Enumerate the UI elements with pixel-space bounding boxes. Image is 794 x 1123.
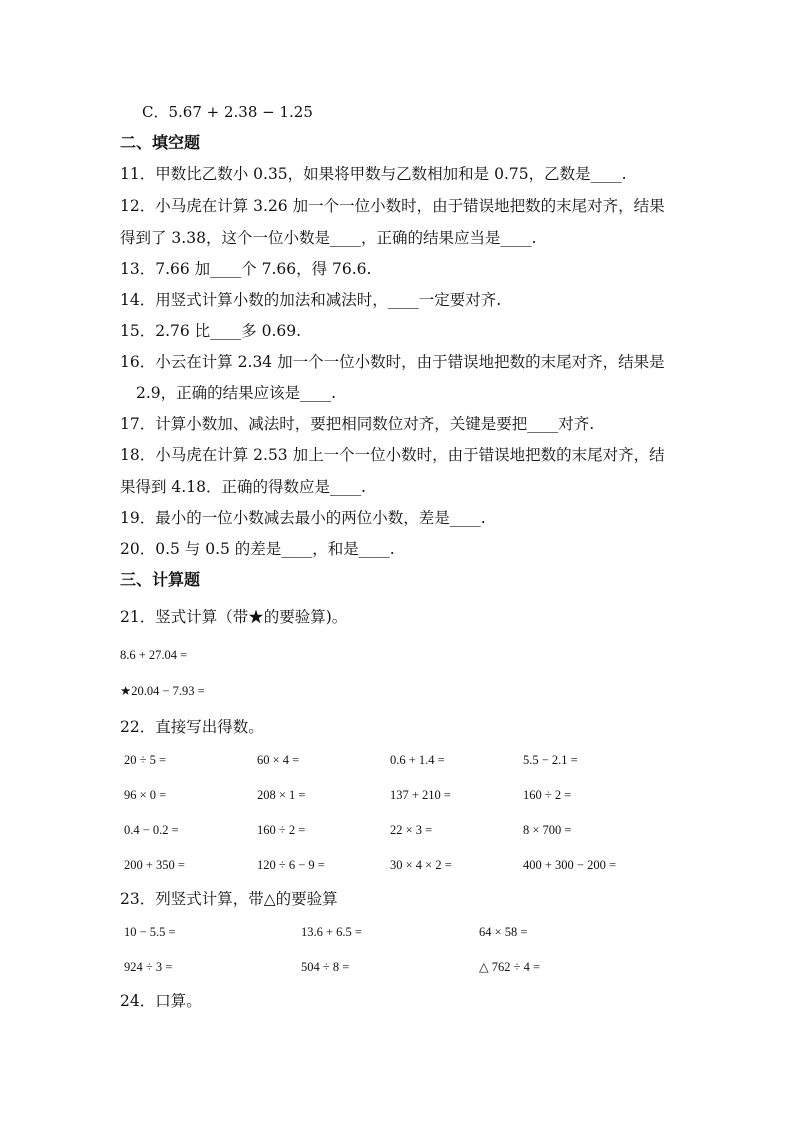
q22-r3c4: 8 × 700 =: [523, 823, 572, 837]
q21-item-2: ★20.04 − 7.93 =: [120, 684, 205, 698]
q23-r2c2: 504 ÷ 8 =: [301, 960, 350, 974]
question-21-title: 21．竖式计算（带★的要验算)。: [120, 608, 348, 626]
question-22-title: 22．直接写出得数。: [120, 718, 264, 736]
q23-r1c3: 64 × 58 =: [479, 925, 528, 939]
question-11: 11．甲数比乙数小 0.35，如果将甲数与乙数相加和是 0.75，乙数是____.: [120, 165, 627, 183]
q22-r4c3: 30 × 4 × 2 =: [390, 858, 452, 872]
q22-r2c2: 208 × 1 =: [257, 788, 306, 802]
q22-r3c3: 22 × 3 =: [390, 823, 433, 837]
q23-r1c2: 13.6 + 6.5 =: [301, 925, 362, 939]
section-3-title: 三、计算题: [120, 570, 201, 589]
q22-r2c3: 137 + 210 =: [390, 788, 451, 802]
question-12-line-2: 得到了 3.38，这个一位小数是____，正确的结果应当是____.: [120, 229, 537, 247]
question-24-title: 24．口算。: [120, 992, 202, 1010]
q22-r1c1: 20 ÷ 5 =: [124, 753, 167, 767]
question-18-line-1: 18．小马虎在计算 2.53 加上一个一位小数时，由于错误地把数的末尾对齐，结: [120, 446, 665, 464]
option-c: C．5.67 + 2.38 − 1.25: [142, 103, 313, 121]
q22-r1c2: 60 × 4 =: [257, 753, 300, 767]
q23-r2c3: △ 762 ÷ 4 =: [479, 960, 541, 974]
question-13: 13．7.66 加____个 7.66，得 76.6.: [120, 260, 372, 278]
q22-r1c4: 5.5 − 2.1 =: [523, 753, 578, 767]
question-20: 20．0.5 与 0.5 的差是____，和是____.: [120, 540, 395, 558]
q22-r2c4: 160 ÷ 2 =: [523, 788, 572, 802]
q22-r2c1: 96 × 0 =: [124, 788, 167, 802]
q22-r4c2: 120 ÷ 6 − 9 =: [257, 858, 325, 872]
question-15: 15．2.76 比____多 0.69.: [120, 322, 302, 340]
q22-r1c3: 0.6 + 1.4 =: [390, 753, 445, 767]
q22-r4c4: 400 + 300 − 200 =: [523, 858, 617, 872]
question-16-line-2: 2.9，正确的结果应该是____.: [136, 384, 337, 402]
q21-item-1: 8.6 + 27.04 =: [120, 648, 188, 662]
question-14: 14．用竖式计算小数的加法和减法时，____一定要对齐.: [120, 291, 502, 309]
question-12-line-1: 12．小马虎在计算 3.26 加一个一位小数时，由于错误地把数的末尾对齐，结果: [120, 197, 665, 215]
section-2-title: 二、填空题: [120, 133, 201, 152]
q22-r3c1: 0.4 − 0.2 =: [124, 823, 179, 837]
question-16-line-1: 16．小云在计算 2.34 加一个一位小数时，由于错误地把数的末尾对齐，结果是: [120, 353, 665, 371]
q23-r1c1: 10 − 5.5 =: [124, 925, 176, 939]
question-23-title: 23．列竖式计算，带△的要验算: [120, 890, 338, 908]
q22-r4c1: 200 + 350 =: [124, 858, 185, 872]
q23-r2c1: 924 ÷ 3 =: [124, 960, 173, 974]
question-19: 19．最小的一位小数减去最小的两位小数，差是____.: [120, 509, 486, 527]
q22-r3c2: 160 ÷ 2 =: [257, 823, 306, 837]
question-18-line-2: 果得到 4.18．正确的得数应是____.: [120, 478, 366, 496]
question-17: 17．计算小数加、减法时，要把相同数位对齐，关键是要把____对齐.: [120, 415, 595, 433]
